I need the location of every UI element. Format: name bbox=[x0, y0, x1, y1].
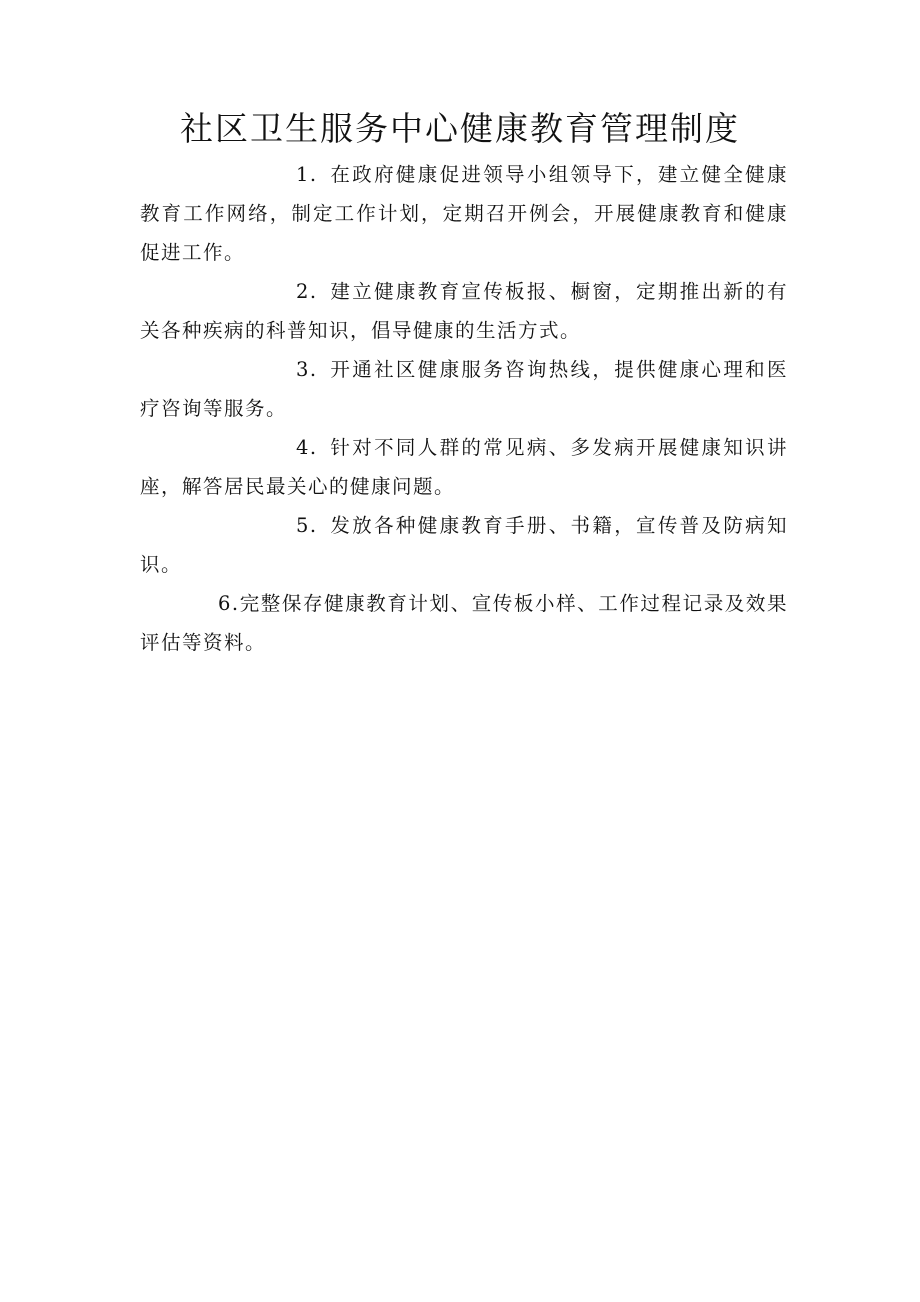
list-item bbox=[140, 155, 788, 272]
item-text: 完整保存健康教育计划、宣传板小样、工作过程记录及效果评估等资料。 bbox=[140, 592, 788, 654]
item-text: 在政府健康促进领导小组领导下，建立健全健康教育工作网络，制定工作计划，定期召开例会，开展健康教育和健康促进工作。 bbox=[140, 163, 788, 264]
item-number: 5. bbox=[296, 514, 318, 537]
list-item bbox=[140, 428, 788, 506]
item-number: 4. bbox=[296, 436, 318, 459]
list-item bbox=[140, 584, 788, 662]
item-number: 6. bbox=[218, 592, 240, 615]
list-item bbox=[140, 272, 788, 350]
item-text: 开通社区健康服务咨询热线，提供健康心理和医疗咨询等服务。 bbox=[140, 358, 788, 420]
document-title: 社区卫生服务中心健康教育管理制度 bbox=[180, 109, 740, 148]
document-body bbox=[140, 155, 788, 662]
item-text: 发放各种健康教育手册、书籍，宣传普及防病知识。 bbox=[140, 514, 788, 576]
item-number: 2. bbox=[296, 280, 318, 303]
item-text: 建立健康教育宣传板报、橱窗，定期推出新的有关各种疾病的科普知识，倡导健康的生活方式。 bbox=[140, 280, 788, 342]
item-number: 1. bbox=[296, 163, 318, 186]
item-number: 3. bbox=[296, 358, 318, 381]
list-item bbox=[140, 350, 788, 428]
item-text: 针对不同人群的常见病、多发病开展健康知识讲座，解答居民最关心的健康问题。 bbox=[140, 436, 788, 498]
list-item bbox=[140, 506, 788, 584]
